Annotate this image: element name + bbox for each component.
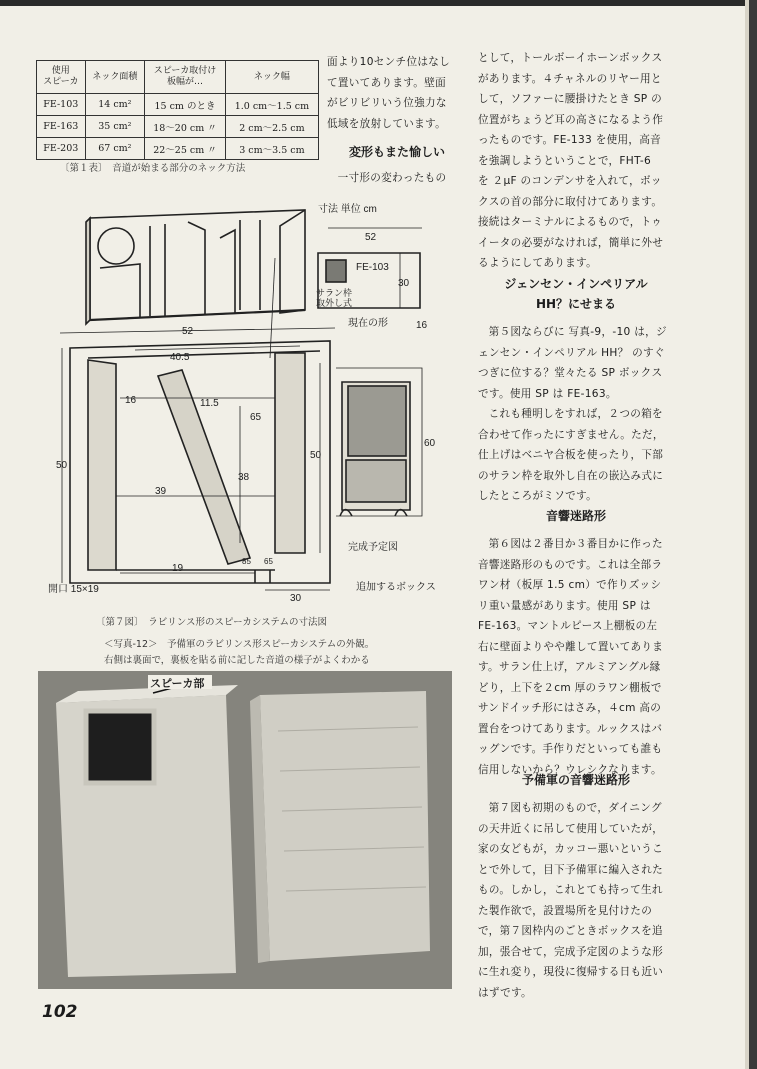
dim-label: 16 xyxy=(416,320,428,331)
table-cell: 15 cm のとき xyxy=(145,94,226,116)
column-3-para-5 xyxy=(478,798,674,1003)
table-cell: 18～20 cm 〃 xyxy=(145,116,226,138)
current-label: 現在の形 xyxy=(348,318,388,329)
dim-label: 16 xyxy=(125,395,137,406)
scan-edge-top xyxy=(0,0,757,6)
dim-label: 52 xyxy=(365,232,377,243)
text-line: 位置がちょうど耳の高さになるよう作 xyxy=(478,113,664,126)
text-line: 置台をつけてあります。ルックスはバ xyxy=(478,722,663,735)
dim-label: 50 xyxy=(56,460,68,471)
dim-label: 52 xyxy=(182,326,194,337)
photo-illustration xyxy=(38,671,452,989)
text-line: イータの必要がなければ，簡単に外せ xyxy=(478,236,664,249)
text-line: た製作欲で，設置場所を見付けたの xyxy=(478,904,653,917)
section-heading: 音響迷路形 xyxy=(545,509,606,523)
page-number: 102 xyxy=(42,1002,78,1022)
dim-label: 11.5 xyxy=(200,398,219,409)
text-line: 面より10センチ位はなし xyxy=(327,56,451,68)
table-header-row xyxy=(37,61,319,94)
text-line: の天井近くに吊して使用していたが， xyxy=(478,822,664,835)
unit-label: 寸法 単位 cm xyxy=(318,204,377,215)
fe-label: FE-103 xyxy=(356,262,389,273)
dim-label: 38 xyxy=(238,472,250,483)
text-line: FE-163。マントルピース上棚板の左 xyxy=(478,620,658,632)
table-cell: 3 cm～3.5 cm xyxy=(225,138,318,160)
table-header: ネック幅 xyxy=(225,61,318,94)
text-line: に生れ変り，現役に復帰する日も近い xyxy=(478,966,664,978)
table-cell: 67 cm² xyxy=(85,138,145,160)
text-line: として，トールボーイホーンボックス xyxy=(478,52,663,64)
text-line: 接続はターミナルによるもので，トゥ xyxy=(478,216,663,228)
text-line: 右に壁面よりやや離して置いてありま xyxy=(478,640,664,653)
speaker-circle xyxy=(98,228,134,264)
column-3-para-2 xyxy=(478,322,674,507)
text-line: 音響迷路形のものです。これは全部ラ xyxy=(478,558,663,571)
text-line: 第７図も初期のもので，ダイニング xyxy=(488,802,662,814)
text-line: のサラン枠を取外し自在の嵌込み式に xyxy=(478,469,664,482)
text-line: ワン材（板厚 1.5 cm）で作りズッシ xyxy=(478,579,662,591)
table-cell: FE-103 xyxy=(37,94,86,116)
table-row xyxy=(37,138,319,160)
section-heading: 変形もまた愉しい xyxy=(348,145,445,159)
text-line: がビリビリいう位強力な xyxy=(327,97,447,109)
speaker-unit xyxy=(86,711,154,783)
dim-label: 40.5 xyxy=(170,352,190,363)
text-line: 一寸形の変わったもの xyxy=(337,172,447,184)
text-line: これも種明しをすれば，２つの箱を xyxy=(488,408,663,420)
text-line: す。サラン仕上げ，アルミアングル縁 xyxy=(478,661,661,673)
heading-line: ジェンセン・インペリアル xyxy=(504,277,648,291)
text-line: 第５図ならびに 写真-9，-10 は，ジ xyxy=(488,326,667,338)
text-line: どり，上下を２cm 厚のラワン棚板で xyxy=(478,681,662,694)
table-cell: 14 cm² xyxy=(85,94,145,116)
table-cell: 35 cm² xyxy=(85,116,145,138)
text-line: して，ソファーに腰掛けたとき SP の xyxy=(478,93,663,105)
figure-7-caption: 〔第７図〕 ラビリンス形のスピーカシステムの寸法図 xyxy=(96,617,327,628)
table-cell: 2 cm～2.5 cm xyxy=(225,116,318,138)
dim-label: 60 xyxy=(424,438,436,449)
photo-caption-line-2: 右側は裏面で，裏板を貼る前に記した音道の様子がよくわかる xyxy=(104,655,370,666)
text-line: とで外して，目下予備軍に編入された xyxy=(478,863,663,876)
dim-label: 30 xyxy=(398,278,410,289)
opening-label: 開口 15×19 xyxy=(48,584,99,595)
column-1-text xyxy=(327,168,467,189)
table-cell: 22～25 cm 〃 xyxy=(145,138,226,160)
heading-line: HH？にせまる xyxy=(535,297,617,311)
text-line: て置いてあります。壁面 xyxy=(327,76,446,89)
text-line: サンドイッチ形にはさみ，４cm 高の xyxy=(478,702,662,714)
dim-label: 65 xyxy=(264,557,273,566)
dim-label: 30 xyxy=(290,593,302,604)
table-caption: 〔第１表〕 音道が始まる部分のネック方法 xyxy=(60,163,246,174)
table-cell: 1.0 cm～1.5 cm xyxy=(225,94,318,116)
text-line: ッグンです。手作りだといっても誰も xyxy=(478,743,663,755)
speaker-photo xyxy=(38,671,452,989)
text-line: ったものです。FE-133 を使用，高音 xyxy=(478,134,662,146)
text-line: で，第７図枠内のごときボックスを追 xyxy=(478,925,663,937)
text-line: したところがミソです。 xyxy=(478,490,597,502)
table-cell: FE-163 xyxy=(37,116,86,138)
table-header: ネック面積 xyxy=(85,61,145,94)
text-line: 第６図は２番目か３番目かに作った xyxy=(488,538,663,550)
text-line: 信用しないから？ウレシクなります。 xyxy=(478,763,662,776)
text-line: を ２μF のコンデンサを入れて，ボッ xyxy=(478,175,662,187)
text-line: を強調しようということで，FHT-6 xyxy=(478,154,652,167)
table-cell: FE-203 xyxy=(37,138,86,160)
text-line: です。使用 SP は FE-163。 xyxy=(478,387,617,400)
text-line: クスの首の部分に取付けてあります。 xyxy=(478,195,663,208)
text-line: があります。４チャネルのリヤー用と xyxy=(478,72,662,85)
text-line: 低域を放射しています。 xyxy=(327,117,446,130)
figure-7-drawing xyxy=(48,198,440,608)
text-line: 合わせて作ったにすぎません。ただ， xyxy=(478,428,664,441)
text-line: リ重い量感があります。使用 SP は xyxy=(478,599,651,612)
dim-label: 50 xyxy=(310,450,322,461)
text-line: るようにしてあります。 xyxy=(478,257,597,269)
scan-edge-right xyxy=(749,0,757,1069)
cabinet-back xyxy=(260,691,430,961)
section-heading: 予備軍の音響迷路形 xyxy=(521,773,630,787)
column-1-text xyxy=(327,52,467,134)
planned-label: 完成予定図 xyxy=(348,542,398,553)
text-line: もの。しかし，これとても持って生れ xyxy=(478,884,663,896)
saran-label: サラン枠取外し式 xyxy=(316,288,353,308)
table-header: 使用 スピーカ xyxy=(37,61,86,94)
table-header: スピーカ取付け 板幅が… xyxy=(145,61,226,94)
dim-label: 65 xyxy=(250,412,262,423)
added-box-label: 追加するボックス xyxy=(356,582,436,593)
neck-spec-table xyxy=(36,60,319,160)
table-row xyxy=(37,116,319,138)
dim-label: 85 xyxy=(242,557,251,566)
text-line: はずです。 xyxy=(478,986,532,999)
column-3-para-1 xyxy=(478,48,674,274)
dim-label: 19 xyxy=(172,563,184,574)
section-heading xyxy=(478,274,674,314)
text-line: 加，張合せて，完成予定図のような形 xyxy=(478,945,663,958)
column-3-para-4 xyxy=(478,534,674,780)
text-line: 仕上げはベニヤ合板を使ったり，下部 xyxy=(478,449,664,461)
text-line: ェンセン・インペリアル HH？ のすぐ xyxy=(478,346,665,359)
table-row xyxy=(37,94,319,116)
speaker-label: スピーカ部 xyxy=(150,677,205,690)
text-line: 家の女どもが，カッコー悪いというこ xyxy=(478,843,664,855)
photo-caption-line-1: ＜写真-12＞ 予備軍のラビリンス形スピーカシステムの外観。 xyxy=(104,639,375,650)
dim-label: 39 xyxy=(155,486,167,497)
text-line: つぎに位する？堂々たる SP ボックス xyxy=(478,367,663,379)
